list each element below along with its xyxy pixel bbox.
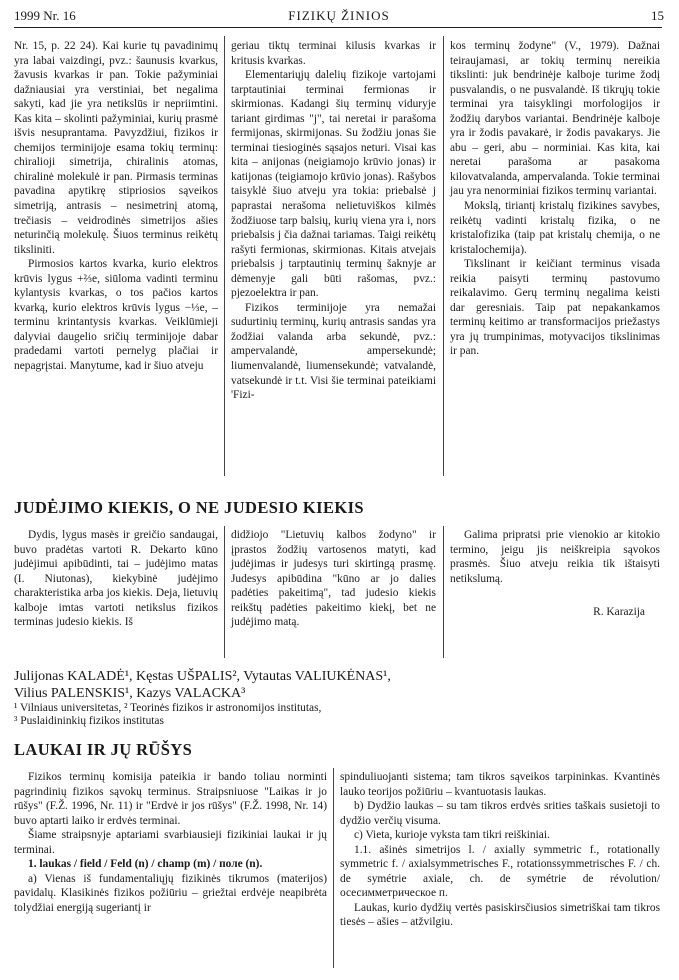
paragraph: Elementariųjų dalelių fizikoje vartojami tarptautiniai terminai fermionas ir skirmionas. Kadangi šių terminų viduryje tariant girdimas "j", tai neretai ir parašoma fermijonas, skirmijonas. Su žodžiu jonas šie terminai tiesioginės sąsajos neturi. Visai kas kita – anijonas (neigiamojo krūvio jonas) ir katijonas (teigiamojo krūvio jonas). Rašybos taisyklė šiuo atveju yra tokia: priebalsė j paprastai nerašoma nelietuviškos kilmės žodžiuose tarp balsių, kurių viena yra i, nors priebalsis j čia dažnai tariamas. Taigi reikėtų rašyti fermionas, skirmionas. Kitais atvejais priebalsis j tarptautinių terminų šaknyje ar dėmenyje gali būti rašomas, pvz.: pjezoelektra ir pan.: [231, 69, 436, 300]
page-number: 15: [651, 8, 664, 23]
author-signature: R. Karazija: [593, 606, 645, 618]
article2-column-1: [14, 528, 218, 630]
author-list: [14, 668, 391, 702]
article3-column-1: [14, 770, 327, 915]
paragraph: didžiojo "Lietuvių kalbos žodyno" ir įprastos žodžių vartosenos matyti, kad judėjimas ir judesys turi skirtingą prasmę. Judesys apibūdina "kūno ar jo dalies padėties pakeitimą", tad judesio kiekis reikštų padėties pakeitimo kiekį, bet ne judėjimo matą.: [231, 529, 436, 629]
article2-column-3: [450, 528, 660, 586]
article1-column-2: [231, 39, 436, 403]
paragraph: Fizikos terminų komisija pateikia ir bando toliau norminti pagrindinių fizikos sąvokų terminus. Straipsniuose "Laikas ir jo rūšys" (F.Ž. 1996, Nr. 11) ir "Erdvė ir jos rūšys" (F.Ž. 1998, Nr. 14) buvo aptarti laiko ir erdvės terminai.: [14, 771, 327, 827]
authors-line-2: Vilius PALENSKIS¹, Kazys VALACKA³: [14, 686, 246, 701]
signature: [450, 606, 645, 618]
paragraph: Nr. 15, p. 22 24). Kai kurie tų pavadinimų yra labai vaizdingi, pvz.: šaunusis kvarkus, žavusis kvarkas ir pan. Tokie pažyminiai dažniausiai yra verstiniai, bet negalima sakyti, kad jie yra netikslūs ir nepriimtini. Kas kita – skolinti pažyminiai, kurių prasmė išvis nesuprantama. Pavyzdžiui, fizikos ir chemijos terminijoje esama tokių terminų: chiralioji simetrija, chiralinis atomas, chiralinė molekulė ir pan. Pirmasis terminas pavadina apytikrę stipriosios sąveikos simetriją, antrasis – nesimetrinį atomą, trečiasis – veidrodinės simetrijos ašies neturinčią molekulę. Šiuos terminus reikėtų tiksliniti.: [14, 40, 218, 256]
issue-label: 1999 Nr. 16: [14, 8, 76, 23]
paragraph: Šiame straipsnyje aptariami svarbiausieji fizikiniai laukai ir jų terminai.: [14, 829, 327, 856]
affiliation-line-2: ³ Puslaidininkių fizikos institutas: [14, 715, 164, 727]
paragraph: spinduliuojanti sistema; tam tikros sąveikos tarpininkas. Kvantinės lauko teorijos požiūriu – kvantuotasis laukas.: [340, 771, 660, 798]
article3-column-2: [340, 770, 660, 930]
paragraph: c) Vieta, kurioje vyksta tam tikri reiškiniai.: [354, 829, 550, 842]
paragraph: geriau tiktų terminai kilusis kvarkas ir kritusis kvarkas.: [231, 40, 436, 67]
paragraph: Mokslą, tiriantį kristalų fizikines savybes, reikėtų vadinti kristalų fizika, o ne kristalofizika (taip pat kristalų chemija, o ne kristalochemija).: [450, 200, 660, 256]
article2-column-2: [231, 528, 436, 630]
article1-column-1: [14, 39, 218, 374]
journal-title: FIZIKŲ ŽINIOS: [288, 8, 390, 23]
authors-line-1: Julijonas KALADĖ¹, Kęstas UŠPALIS², Vytautas VALIUKĖNAS¹,: [14, 669, 391, 684]
paragraph: a) Vienas iš fundamentaliųjų fizikinės tikrumos (materijos) pavidalų. Klasikinės fizikos požiūriu – griežtai erdvėje neapibrėta tolydžiai energiją sugeriantį ir: [14, 872, 327, 914]
header-rule: [14, 27, 662, 28]
column-divider: [333, 768, 334, 968]
article3-title: LAUKAI IR JŲ RŪŠYS: [14, 740, 193, 759]
paragraph: b) Dydžio laukas – su tam tikros erdvės srities taškais susietoji to dydžio verčių visuma.: [340, 800, 660, 827]
column-divider: [224, 36, 225, 476]
paragraph: Galima pripratsi prie vienokio ar kitokio termino, jeigu jis neiškreipia sąvokos prasmės. Šiuo atveju reikia tik ištaisyti netikslumą.: [450, 529, 660, 585]
paragraph: Pirmosios kartos kvarka, kurio elektros krūvis lygus +⅔e, siūloma vadinti terminu kylantysis kvarkas, o tos pačios kartos kvarką, kurio elektros krūvis lygus −⅓e, – terminu krintantysis kvarkas. Veiklūmieji dalyviai daugelio sričių terminijoje dabar pradedami vartoti pernelyg plačiai ir nepagrįstai. Manytume, kad ir šiuo atveju: [14, 258, 218, 373]
affiliation-line-1: ¹ Vilniaus universitetas, ² Teorinės fizikos ir astronomijos institutas,: [14, 702, 322, 714]
paragraph: Laukas, kurio dydžių vertės pasiskirsčiusios simetriškai tam tikros tiesės – ašies – atžvilgiu.: [340, 901, 660, 929]
running-header: [14, 6, 664, 26]
affiliations: [14, 702, 321, 728]
paragraph: Dydis, lygus masės ir greičio sandaugai, buvo pradėtas vartoti R. Dekarto kūno judėjimui apibūdinti, tai – judėjimo matas (I. Niutonas), kiekybinė judėjimo charakteristika arba jos kiekis. Deja, lietuvių kalboje imtas vartoti netikslus fizikos terminas judesio kiekis. Iš: [14, 529, 218, 629]
article1-column-3: [450, 39, 660, 359]
paragraph: Fizikos terminijoje yra nemažai sudurtinių terminų, kurių antrasis sandas yra žodžiai valanda arba sekundė, pvz.: ampervalandė, ampersekundė; liumenvalandė, liumensekundė; vatvalandė, vatsekundė ir t.t. Visi šie terminai pateikiami 'Fizi-: [231, 301, 436, 402]
term-entry: 1. laukas / field / Feld (n) / champ (m) / поле (n).: [28, 858, 263, 871]
paragraph: kos terminų žodyne" (V., 1979). Dažnai teiraujamasi, ar tokių terminų nereikia tikslinti: juk bendrinėje kalboje turime žodį pusvalandis, o ne pusvalandė. Iš tikrųjų tokie terminai yra taisyklingi morfologijos ir žodžių darybos variantai. Bendrinėje kalboje yra ir žodis pavakarė, ir žodis pavakarys. Jie abu – geri, abu – norminiai. Kas kita, kai neretai parašoma ar pasakoma kilovatvalanda, ampervalanda. Tokie terminai jau yra nenorminiai fizikos terminų variantai.: [450, 40, 660, 198]
paragraph: Tikslinant ir keičiant terminus visada reikia paisyti terminų pastovumo reikalavimo. Gerų terminų negalima keisti dar geresniais. Taip pat nepakankamos terminų keitimo ar transformacijos priežastys yra jų trumpinimas, motyvacijos tikslinimas ir pan.: [450, 258, 660, 358]
column-divider: [443, 36, 444, 476]
column-divider: [224, 526, 225, 658]
article2-title: JUDĖJIMO KIEKIS, O NE JUDESIO KIEKIS: [14, 498, 364, 517]
term-entry: 1.1. ašinės simetrijos l. / axially symmetric f., rotationally symmetric f. / axialsymmetrisches F., rotationssymmetrisches F. / ch. de symétrie axiale, ch. de symétrie de révolution/ осесимметрическое п.: [340, 843, 660, 900]
column-divider: [443, 526, 444, 658]
